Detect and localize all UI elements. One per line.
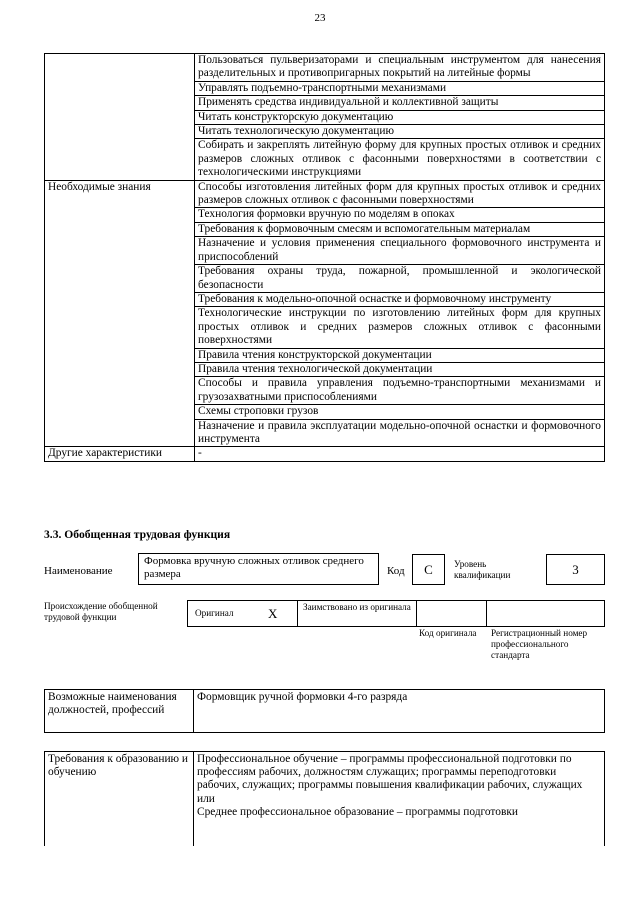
table-row [45,405,605,419]
borrowed-label: Заимствовано из оригинала [303,602,411,612]
category-cell-empty [45,348,195,362]
table-row [45,348,605,362]
name-label: Наименование [44,565,113,577]
category-cell-empty [45,208,195,222]
qualification-level-label: Уровень квалификации [454,559,511,580]
skill-item: Пользоваться пульверизаторами и специальным инструментом для нанесения разделительных и противопригарных покрытий на литейные формы [195,54,605,82]
table-row [45,222,605,236]
job-titles-value: Формовщик ручной формовки 4-го разряда [194,690,605,733]
knowledge-item: Требования к формовочным смесям и вспомогательным материалам [195,222,605,236]
table-row [45,208,605,222]
origin-divider [416,601,417,626]
education-line: или [197,792,215,805]
category-cell-empty [45,110,195,124]
knowledge-item: Назначение и правила эксплуатации модельно-опочной оснастки и формовочного инструмента [195,419,605,447]
table-row [45,307,605,348]
original-label: Оригинал [195,608,234,618]
knowledge-item: Способы изготовления литейных форм для крупных простых отливок и средних размеров сложных отливок с фасонными поверхностями [195,180,605,208]
table-row [45,362,605,376]
table-row [45,180,605,208]
knowledge-item: Схемы строповки грузов [195,405,605,419]
table-row [45,110,605,124]
other-characteristics-label: Другие характеристики [45,447,195,461]
category-cell-empty [45,307,195,348]
table-row [45,447,605,461]
knowledge-item: Технология формовки вручную по моделям в опоках [195,208,605,222]
skills-knowledge-table [44,53,605,462]
table-row [45,292,605,306]
table-row [45,54,605,82]
category-cell-empty [45,377,195,405]
knowledge-item: Требования охраны труда, пожарной, промышленной и экологической безопасности [195,265,605,293]
skill-item: Управлять подъемно-транспортными механизмами [195,81,605,95]
category-cell-empty [45,125,195,139]
category-cell-empty [45,419,195,447]
knowledge-item: Технологические инструкции по изготовлению литейных форм для крупных простых отливок и средних размеров сложных отливок с фасонными поверхностями [195,307,605,348]
education-label: Требования к образованию и обучению [45,752,194,847]
origin-code-caption: Код оригинала [419,628,477,638]
category-cell-empty [45,362,195,376]
qualification-level-box [546,554,605,585]
job-titles-label: Возможные наименования должностей, профессий [45,690,194,733]
category-cell-empty [45,292,195,306]
knowledge-item: Правила чтения технологической документации [195,362,605,376]
origin-divider [297,601,298,626]
table-row [45,139,605,180]
table-row [45,125,605,139]
category-cell-empty [45,237,195,265]
knowledge-item: Правила чтения конструкторской документации [195,348,605,362]
category-cell-empty [45,265,195,293]
category-cell-empty [45,54,195,82]
category-cell-empty [45,96,195,110]
origin-label: Происхождение обобщенной трудовой функции [44,601,158,622]
job-titles-table [44,689,605,733]
education-line: Профессиональное обучение – программы профессиональной подготовки по профессиям рабочих, должностям служащих; программы переподготовки рабочих, служащих; программы повышения квалификации рабочих, служащих [197,753,583,792]
skill-item: Применять средства индивидуальной и коллективной защиты [195,96,605,110]
page-number: 23 [314,12,326,24]
knowledge-item: Требования к модельно-опочной оснастке и формовочному инструменту [195,292,605,306]
qualification-level-value: 3 [572,562,579,577]
table-row [45,752,605,847]
category-cell-empty [45,81,195,95]
function-name-box [138,553,379,585]
category-cell-empty [45,222,195,236]
code-value: С [424,562,433,577]
knowledge-item: Способы и правила управления подъемно-транспортными механизмами и грузозахватными приспособлениями [195,377,605,405]
code-box [412,554,445,585]
table-row [45,265,605,293]
original-mark: X [268,606,278,621]
table-row [45,237,605,265]
origin-divider [486,601,487,626]
knowledge-item: Назначение и условия применения специального формовочного инструмента и приспособлений [195,237,605,265]
skill-item: Читать конструкторскую документацию [195,110,605,124]
reg-number-caption: Регистрационный номер профессионального стандарта [491,628,588,660]
education-line: Среднее профессиональное образование – программы подготовки [197,805,518,818]
code-label: Код [387,565,405,577]
function-name-value: Формовка вручную сложных отливок среднего размера [144,555,364,580]
other-characteristics-value: - [195,447,605,461]
education-value [194,752,605,847]
origin-box [187,600,605,627]
knowledge-label: Необходимые знания [45,180,195,208]
table-row [45,690,605,733]
skill-item: Собирать и закреплять литейную форму для крупных простых отливок и средних размеров сложных отливок с фасонными поверхностями в соответствии с технологическими инструкциями [195,139,605,180]
table-row [45,419,605,447]
category-cell-empty [45,405,195,419]
education-table [44,751,605,846]
skill-item: Читать технологическую документацию [195,125,605,139]
category-cell-empty [45,139,195,180]
table-row [45,96,605,110]
table-row [45,81,605,95]
table-row [45,377,605,405]
section-title: 3.3. Обобщенная трудовая функция [44,528,231,541]
